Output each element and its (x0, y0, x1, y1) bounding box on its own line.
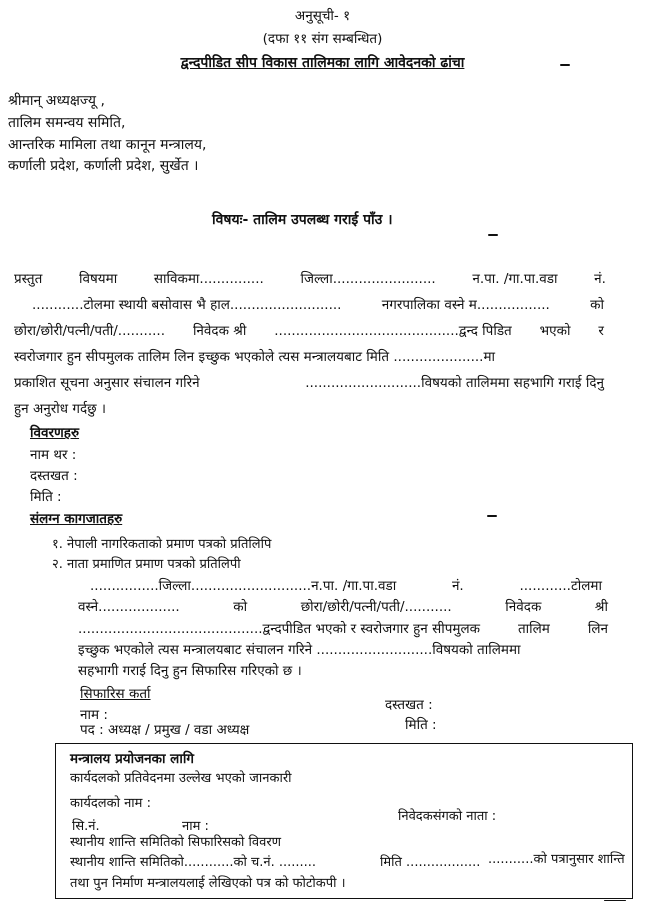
attachment-item-1: १. नेपाली नागरिकताको प्रमाण पत्रको प्रतिलिपि (52, 537, 272, 552)
recommender-name-label: नाम : (80, 707, 108, 723)
signature-field-label: दस्तखत : (30, 468, 78, 484)
body-line-1: प्रस्तुत विषयमा साविकमा............... जिल्ला........................ न.पा. /गा.पा.वडा नं. (14, 271, 606, 287)
serial-number-label: सि.नं. (72, 819, 100, 834)
peace-committee-letter-line: ...........को पत्रानुसार शान्ति (488, 852, 625, 867)
recommender-post-label: पद : अध्यक्ष / प्रमुख / वडा अध्यक्ष (80, 722, 250, 738)
scan-mark (487, 515, 497, 517)
taskforce-name-label: कार्यदलको नाम : (70, 796, 151, 811)
name-field-label: नाम थर : (30, 447, 77, 463)
body-line-6: हुन अनुरोध गर्दछु । (14, 401, 107, 417)
recommender-date-label: मिति : (405, 717, 437, 733)
scan-mark (604, 900, 626, 901)
attachment-item-2: २. नाता प्रमाणित प्रमाण पत्रको प्रतिलिपी (52, 557, 241, 572)
attachment-sub-line-5: सहभागी गराई दिनु हुन सिफारिस गरिएको छ । (78, 663, 302, 679)
scan-mark (488, 234, 498, 236)
date-field-label: मिति : (30, 489, 62, 505)
address-line: कर्णाली प्रदेश, कर्णाली प्रदेश, सुर्खेत । (8, 158, 199, 174)
attachment-sub-line-3: ...........................................द्वन्दपीडित भएको र स्वरोजगार हुन सीपमुलक तालिम लिन (78, 621, 608, 637)
body-line-5: प्रकाशित सूचना अनुसार संचालन गरिने ...........................विषयको तालिममा सहभागि गराई दिनु (14, 375, 604, 391)
section-reference: (दफा ११ संग सम्बन्धित) (262, 31, 383, 47)
ministry-photocopy-line: तथा पुन निर्माण मन्त्रालयलाई लेखिएको पत्र को फोटोकपी । (70, 876, 346, 891)
body-line-4: स्वरोजगार हुन सीपमुलक तालिम लिन इच्छुक भएकोले त्यस मन्त्रालयबाट मिति .....................मा (14, 349, 496, 365)
ministry-use-heading: मन्त्रालय प्रयोजनका लागि (70, 751, 194, 767)
attachments-heading: संलग्न कागजातहरु (30, 511, 123, 527)
schedule-number: अनुसूची- १ (294, 8, 351, 24)
box-name-label: नाम : (182, 819, 209, 834)
peace-committee-heading: स्थानीय शान्ति समितिको सिफारिसको विवरण (70, 835, 282, 850)
body-line-3: छोरा/छोरी/पत्नी/पती/........... निवेदक श्री ...........................................द्वन्द पिडित भएको र (14, 323, 604, 339)
address-line: श्रीमान् अध्यक्षज्यू , (8, 93, 105, 109)
relation-label: निवेदकसंगको नाता : (398, 809, 497, 824)
details-heading: विवरणहरु (30, 425, 80, 441)
recommender-signature-label: दस्तखत : (385, 697, 433, 713)
form-title: द्वन्दपीडित सीप विकास तालिमका लागि आवेदनको ढांचा (180, 55, 465, 71)
peace-committee-date-line: मिति .................. (380, 855, 481, 870)
peace-committee-ref-line: स्थानीय शान्ति समितिको............को च.नं. ......... (70, 855, 317, 870)
taskforce-report-line: कार्यदलको प्रतिवेदनमा उल्लेख भएको जानकारी (70, 771, 292, 786)
address-line: तालिम समन्वय समिति, (8, 115, 126, 131)
attachment-sub-line-4: इच्छुक भएकोले त्यस मन्त्रालयबाट संचालन गरिने ...........................विषयको तालिममा (78, 642, 521, 658)
body-line-2: ............टोलमा स्थायी बसोवास भै हाल.......................... नगरपालिका वस्ने म................. को (32, 297, 604, 313)
scan-mark (560, 64, 570, 66)
recommender-heading: सिफारिस कर्ता (80, 686, 151, 702)
attachment-sub-line-1: ................जिल्ला............................न.पा. /गा.पा.वडा नं. ............टोलमा (90, 578, 602, 594)
attachment-sub-line-2: वस्ने................... को छोरा/छोरी/पत्नी/पती/........... निवेदक श्री (78, 599, 608, 615)
address-line: आन्तरिक मामिला तथा कानून मन्त्रालय, (8, 137, 207, 153)
subject-line: विषयः- तालिम उपलब्ध गराई पाँउ । (212, 212, 393, 228)
